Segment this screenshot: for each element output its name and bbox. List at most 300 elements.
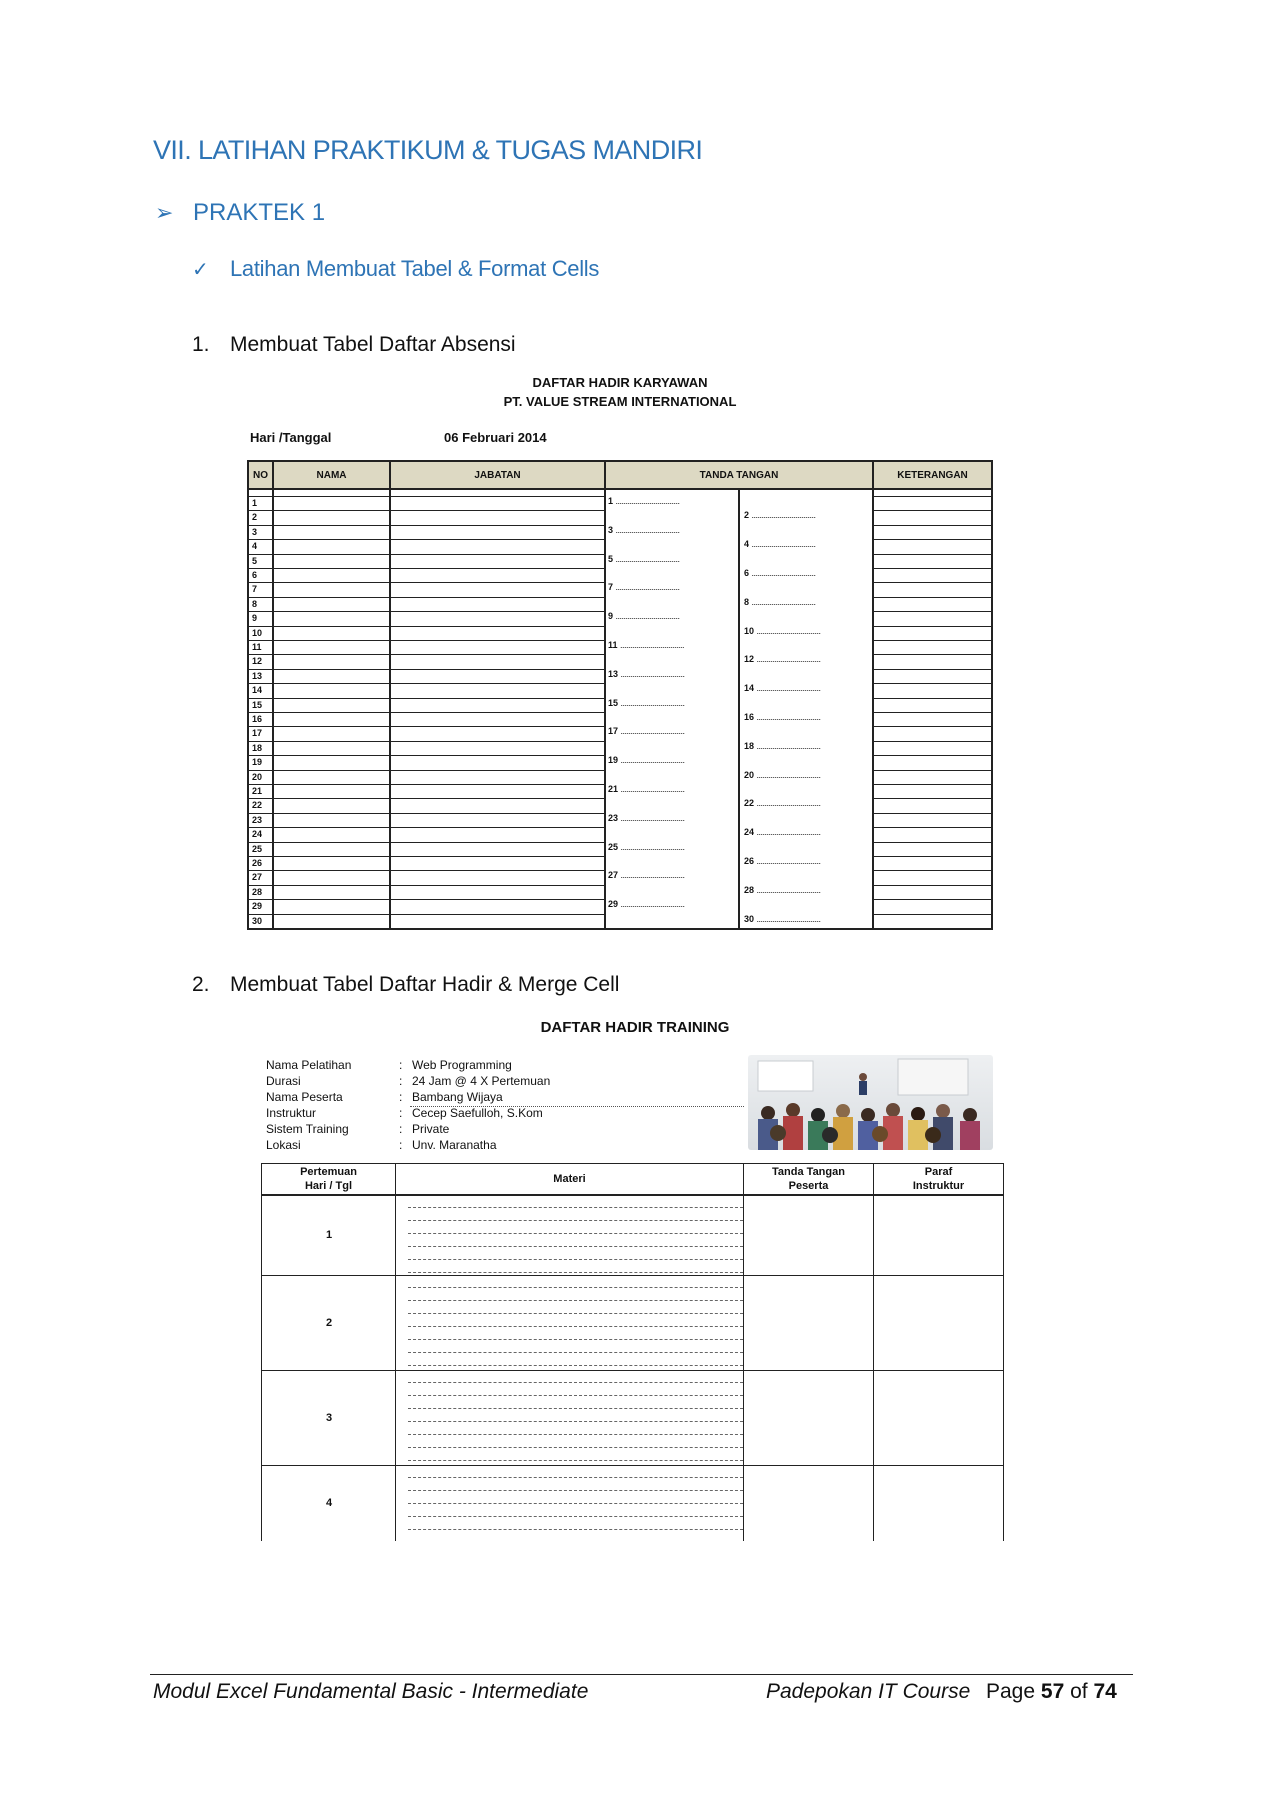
materi-line[interactable] [408, 1434, 743, 1435]
row-line [874, 798, 991, 799]
header-paraf-instruktur [873, 1163, 1004, 1195]
signature-line[interactable] [744, 626, 821, 636]
row-number: 4 [252, 541, 258, 552]
row-line [874, 885, 991, 886]
signature-number: 14 [744, 683, 755, 694]
signature-dots: ................................ [756, 625, 821, 636]
info-colon: : [399, 1138, 403, 1152]
signature-line[interactable] [744, 885, 821, 895]
header-materi [395, 1163, 744, 1195]
row-number: 13 [252, 670, 263, 681]
page-of: of [1070, 1680, 1088, 1703]
materi-line[interactable] [408, 1516, 743, 1517]
section-title: VII. LATIHAN PRAKTIKUM & TUGAS MANDIRI [153, 135, 703, 165]
row-line [874, 640, 991, 641]
signature-dots: ................................ [620, 668, 685, 679]
row-number: 26 [252, 858, 263, 868]
signature-line[interactable] [608, 611, 680, 621]
signature-number: 21 [608, 784, 619, 794]
header-no: NO [247, 460, 274, 490]
signature-number: 9 [608, 611, 614, 622]
signature-number: 13 [608, 668, 619, 679]
row-line [874, 856, 991, 857]
materi-line[interactable] [408, 1246, 743, 1247]
row-line [874, 726, 991, 727]
signature-line[interactable] [744, 539, 816, 549]
row-line [274, 842, 389, 843]
block-line [874, 1275, 1003, 1276]
row-line [274, 611, 389, 612]
signature-dots: ................................ [620, 841, 685, 852]
signature-dots: ................................ [620, 640, 685, 650]
row-line [391, 726, 604, 727]
header-line: Pertemuan [300, 1166, 357, 1178]
signature-number: 7 [608, 582, 614, 593]
row-number: 10 [252, 627, 263, 638]
row-line [391, 525, 604, 526]
row-line [391, 496, 604, 497]
signature-dots: ................................ [615, 524, 680, 535]
row-number: 1 [252, 498, 258, 508]
latihan-heading [192, 256, 599, 282]
signature-number: 18 [744, 740, 755, 751]
block-line [262, 1195, 395, 1196]
signature-line[interactable] [608, 525, 680, 535]
row-number: 27 [252, 872, 263, 883]
signature-dots: ................................ [756, 683, 821, 694]
signature-number: 15 [608, 697, 619, 708]
row-line [274, 784, 389, 785]
header-pertemuan [261, 1163, 396, 1195]
row-line [391, 654, 604, 655]
column-paraf [873, 1195, 1004, 1541]
row-line [391, 568, 604, 569]
row-line [274, 525, 389, 526]
row-line [391, 770, 604, 771]
materi-line[interactable] [408, 1529, 743, 1530]
row-line [391, 856, 604, 857]
signature-number: 12 [744, 654, 755, 665]
row-line [274, 755, 389, 756]
footer-module-title: Modul Excel Fundamental Basic - Intermediate [153, 1680, 589, 1703]
row-line [274, 539, 389, 540]
materi-line[interactable] [408, 1300, 743, 1301]
row-line [391, 626, 604, 627]
date-label: Hari /Tanggal [250, 430, 332, 445]
signature-number: 11 [608, 640, 618, 650]
info-value: Web Programming [412, 1058, 512, 1072]
signature-line[interactable] [744, 798, 821, 808]
block-line [396, 1275, 743, 1276]
materi-line[interactable] [408, 1395, 743, 1396]
meeting-number: 1 [325, 1229, 333, 1241]
row-line [874, 510, 991, 511]
row-number: 30 [252, 915, 263, 926]
latihan-title: Latihan Membuat Tabel & Format Cells [230, 256, 600, 281]
signature-line[interactable] [744, 827, 821, 837]
header-line: Materi [553, 1173, 586, 1185]
signature-number: 4 [744, 539, 750, 550]
row-number: 17 [252, 728, 263, 739]
signature-dots: ................................ [620, 812, 685, 823]
date-value: 06 Februari 2014 [444, 430, 547, 445]
materi-line[interactable] [408, 1365, 743, 1366]
page-label: Page [986, 1680, 1036, 1703]
row-number: 28 [252, 886, 263, 897]
materi-line[interactable] [408, 1477, 743, 1478]
row-number: 8 [252, 598, 258, 609]
signature-number: 23 [608, 812, 619, 823]
signature-line[interactable] [608, 784, 685, 794]
row-number: 22 [252, 800, 263, 811]
row-line [391, 611, 604, 612]
signature-line[interactable] [744, 741, 821, 751]
praktek-heading [155, 199, 325, 227]
info-label: Durasi [266, 1074, 301, 1088]
arrow-bullet-icon: ➢ [155, 200, 174, 225]
row-line [391, 928, 604, 929]
header-keterangan: KETERANGAN [872, 460, 993, 490]
signature-dots: ................................ [756, 827, 821, 838]
info-colon: : [399, 1106, 403, 1120]
signature-line[interactable] [744, 683, 821, 693]
materi-line[interactable] [408, 1447, 743, 1448]
row-line [874, 626, 991, 627]
signature-number: 2 [744, 510, 750, 521]
training-photo [748, 1055, 993, 1150]
info-value: Unv. Maranatha [412, 1138, 497, 1152]
materi-line[interactable] [408, 1259, 743, 1260]
signature-dots: ................................ [620, 899, 685, 910]
row-line [391, 582, 604, 583]
row-line [274, 568, 389, 569]
row-line [391, 899, 604, 900]
signature-number: 24 [744, 827, 755, 838]
row-number: 25 [252, 843, 263, 854]
row-line [874, 770, 991, 771]
row-line [391, 798, 604, 799]
signature-number: 8 [744, 596, 750, 607]
signature-number: 16 [744, 712, 755, 722]
row-line [391, 842, 604, 843]
page-total: 74 [1093, 1680, 1117, 1703]
signature-number: 25 [608, 841, 619, 852]
row-number: 29 [252, 901, 263, 912]
row-number: 11 [252, 642, 262, 652]
row-line [274, 798, 389, 799]
row-line [274, 640, 389, 641]
footer-divider [150, 1674, 1133, 1675]
signature-line[interactable] [608, 755, 685, 765]
attendance-table [247, 460, 993, 930]
signature-line[interactable] [608, 726, 685, 736]
column-materi [395, 1195, 744, 1541]
signature-dots: ................................ [756, 654, 821, 665]
row-line [274, 698, 389, 699]
row-number: 18 [252, 742, 263, 753]
row-number: 23 [252, 814, 263, 825]
signature-number: 1 [608, 496, 614, 506]
column-no [247, 490, 274, 930]
info-value: Bambang Wijaya [412, 1090, 503, 1104]
info-colon: : [399, 1074, 403, 1088]
signature-number: 6 [744, 568, 750, 578]
signature-dots: ................................ [751, 510, 816, 521]
row-line [274, 597, 389, 598]
row-number: 2 [252, 512, 258, 523]
list-text: Membuat Tabel Daftar Absensi [230, 333, 516, 356]
materi-line[interactable] [408, 1352, 743, 1353]
info-label: Nama Peserta [266, 1090, 343, 1104]
row-line [874, 928, 991, 929]
row-line [274, 712, 389, 713]
block-line [396, 1195, 743, 1196]
row-number: 16 [252, 714, 263, 724]
info-value: 24 Jam @ 4 X Pertemuan [412, 1074, 551, 1088]
row-line [274, 885, 389, 886]
signature-dots: ................................ [615, 496, 680, 506]
row-line [391, 827, 604, 828]
list-number: 1. [192, 333, 210, 356]
materi-line[interactable] [408, 1287, 743, 1288]
block-line [262, 1275, 395, 1276]
row-number: 24 [252, 829, 263, 840]
signature-dots: ................................ [620, 784, 685, 794]
signature-line[interactable] [608, 582, 680, 592]
row-line [274, 827, 389, 828]
row-line [391, 914, 604, 915]
signature-dots: ................................ [751, 596, 816, 607]
row-line [391, 669, 604, 670]
row-line [274, 496, 389, 497]
header-tanda-tangan-peserta [743, 1163, 874, 1195]
meeting-number: 2 [325, 1316, 333, 1329]
row-number: 14 [252, 685, 263, 696]
signature-number: 20 [744, 769, 755, 780]
praktek-title: PRAKTEK 1 [193, 199, 326, 226]
classroom-image-icon [748, 1055, 993, 1150]
signature-line[interactable] [744, 914, 821, 924]
signature-line[interactable] [744, 712, 821, 722]
row-line [391, 683, 604, 684]
signature-dots: ................................ [751, 539, 816, 550]
signature-dots: ................................ [620, 870, 685, 881]
materi-line[interactable] [408, 1421, 743, 1422]
info-underline [410, 1106, 744, 1107]
signature-dots: ................................ [620, 755, 685, 766]
signature-line[interactable] [608, 870, 685, 880]
row-line [874, 611, 991, 612]
row-number: 3 [252, 526, 258, 537]
row-line [874, 784, 991, 785]
signature-dots: ................................ [751, 568, 816, 578]
signature-line[interactable] [744, 856, 821, 866]
signature-number: 26 [744, 856, 755, 866]
row-line [274, 554, 389, 555]
signature-number: 3 [608, 524, 614, 535]
signature-dots: ................................ [756, 740, 821, 751]
column-nama [272, 490, 391, 930]
row-line [274, 914, 389, 915]
row-line [874, 741, 991, 742]
signature-line[interactable] [744, 770, 821, 780]
block-line [262, 1370, 395, 1371]
meeting-number: 3 [325, 1411, 333, 1424]
row-line [274, 669, 389, 670]
signature-line[interactable] [744, 597, 816, 607]
signature-dots: ................................ [615, 553, 680, 564]
signature-line[interactable] [608, 842, 685, 852]
column-signature-even [738, 490, 874, 930]
signature-line[interactable] [744, 654, 821, 664]
row-line [274, 928, 389, 929]
table1-title: DAFTAR HADIR KARYAWAN [532, 375, 708, 390]
row-number: 12 [252, 656, 263, 667]
row-line [874, 539, 991, 540]
row-line [274, 899, 389, 900]
materi-line[interactable] [408, 1460, 743, 1461]
info-label: Instruktur [266, 1106, 317, 1120]
header-line: Instruktur [912, 1180, 965, 1192]
signature-number: 27 [608, 870, 619, 881]
row-number: 15 [252, 699, 263, 710]
materi-line[interactable] [408, 1503, 743, 1504]
header-line: Hari / Tgl [304, 1180, 353, 1192]
training-table [261, 1163, 1004, 1541]
row-line [391, 640, 604, 641]
row-line [274, 582, 389, 583]
row-line [874, 683, 991, 684]
column-pertemuan [261, 1195, 396, 1541]
signature-line[interactable] [608, 899, 685, 909]
table1-subtitle: PT. VALUE STREAM INTERNATIONAL [503, 394, 737, 409]
signature-dots: ................................ [756, 712, 821, 722]
signature-number: 19 [608, 755, 619, 766]
materi-line[interactable] [408, 1233, 743, 1234]
info-colon: : [399, 1122, 403, 1136]
column-jabatan [389, 490, 606, 930]
header-line: Tanda Tangan [772, 1166, 845, 1178]
row-line [391, 554, 604, 555]
materi-line[interactable] [408, 1207, 743, 1208]
block-line [262, 1465, 395, 1466]
signature-dots: ................................ [615, 582, 680, 593]
info-label: Nama Pelatihan [266, 1058, 352, 1072]
signature-line[interactable] [608, 554, 680, 564]
list-item-1 [192, 333, 516, 357]
row-line [391, 597, 604, 598]
signature-line[interactable] [608, 496, 680, 506]
materi-line[interactable] [408, 1339, 743, 1340]
block-line [396, 1465, 743, 1466]
row-number: 6 [252, 570, 258, 580]
row-line [874, 842, 991, 843]
row-line [274, 856, 389, 857]
signature-dots: ................................ [756, 884, 821, 895]
row-number: 19 [252, 757, 263, 768]
row-line [874, 525, 991, 526]
row-line [874, 712, 991, 713]
signature-number: 28 [744, 884, 755, 895]
row-line [274, 870, 389, 871]
list-text: Membuat Tabel Daftar Hadir & Merge Cell [230, 973, 620, 996]
row-line [874, 698, 991, 699]
materi-line[interactable] [408, 1382, 743, 1383]
row-line [274, 683, 389, 684]
row-line [274, 741, 389, 742]
column-tanda-tangan [743, 1195, 874, 1541]
row-line [391, 755, 604, 756]
row-line [274, 626, 389, 627]
signature-line[interactable] [608, 669, 685, 679]
row-line [391, 784, 604, 785]
header-line: Paraf [924, 1166, 953, 1178]
signature-dots: ................................ [615, 611, 680, 622]
row-line [274, 726, 389, 727]
block-line [744, 1275, 873, 1276]
row-line [274, 813, 389, 814]
signature-number: 10 [744, 625, 755, 636]
row-line [391, 712, 604, 713]
info-value: Private [412, 1122, 450, 1136]
materi-line[interactable] [408, 1326, 743, 1327]
row-line [249, 928, 272, 929]
row-line [874, 755, 991, 756]
block-line [744, 1195, 873, 1196]
row-line [874, 582, 991, 583]
page-number: 57 [1040, 1680, 1065, 1703]
header-line: Peserta [788, 1180, 829, 1192]
row-line [874, 899, 991, 900]
row-number: 9 [252, 613, 258, 624]
materi-line[interactable] [408, 1272, 743, 1273]
signature-number: 30 [744, 913, 755, 924]
signature-line[interactable] [744, 568, 816, 578]
list-number: 2. [192, 973, 210, 996]
signature-line[interactable] [608, 813, 685, 823]
block-line [744, 1370, 873, 1371]
materi-line[interactable] [408, 1490, 743, 1491]
info-label: Lokasi [266, 1138, 301, 1152]
header-tanda-tangan: TANDA TANGAN [604, 460, 874, 490]
row-number: 21 [252, 786, 263, 796]
column-signature-odd [604, 490, 740, 930]
block-line [874, 1195, 1003, 1196]
materi-line[interactable] [408, 1313, 743, 1314]
materi-line[interactable] [408, 1408, 743, 1409]
signature-dots: ................................ [620, 697, 685, 708]
row-line [874, 813, 991, 814]
row-line [391, 885, 604, 886]
page-indicator [986, 1680, 1117, 1704]
signature-number: 22 [744, 798, 755, 809]
row-line [391, 813, 604, 814]
materi-line[interactable] [408, 1220, 743, 1221]
signature-line[interactable] [608, 640, 684, 650]
list-item-2 [192, 973, 619, 997]
row-line [874, 554, 991, 555]
row-line [391, 510, 604, 511]
signature-line[interactable] [608, 698, 685, 708]
row-number: 5 [252, 555, 258, 566]
header-nama: NAMA [272, 460, 391, 490]
row-line [391, 741, 604, 742]
signature-line[interactable] [744, 510, 816, 520]
info-value: Cecep Saefulloh, S.Kom [412, 1106, 543, 1120]
signature-dots: ................................ [756, 913, 821, 924]
row-number: 20 [252, 771, 263, 782]
header-jabatan: JABATAN [389, 460, 606, 490]
